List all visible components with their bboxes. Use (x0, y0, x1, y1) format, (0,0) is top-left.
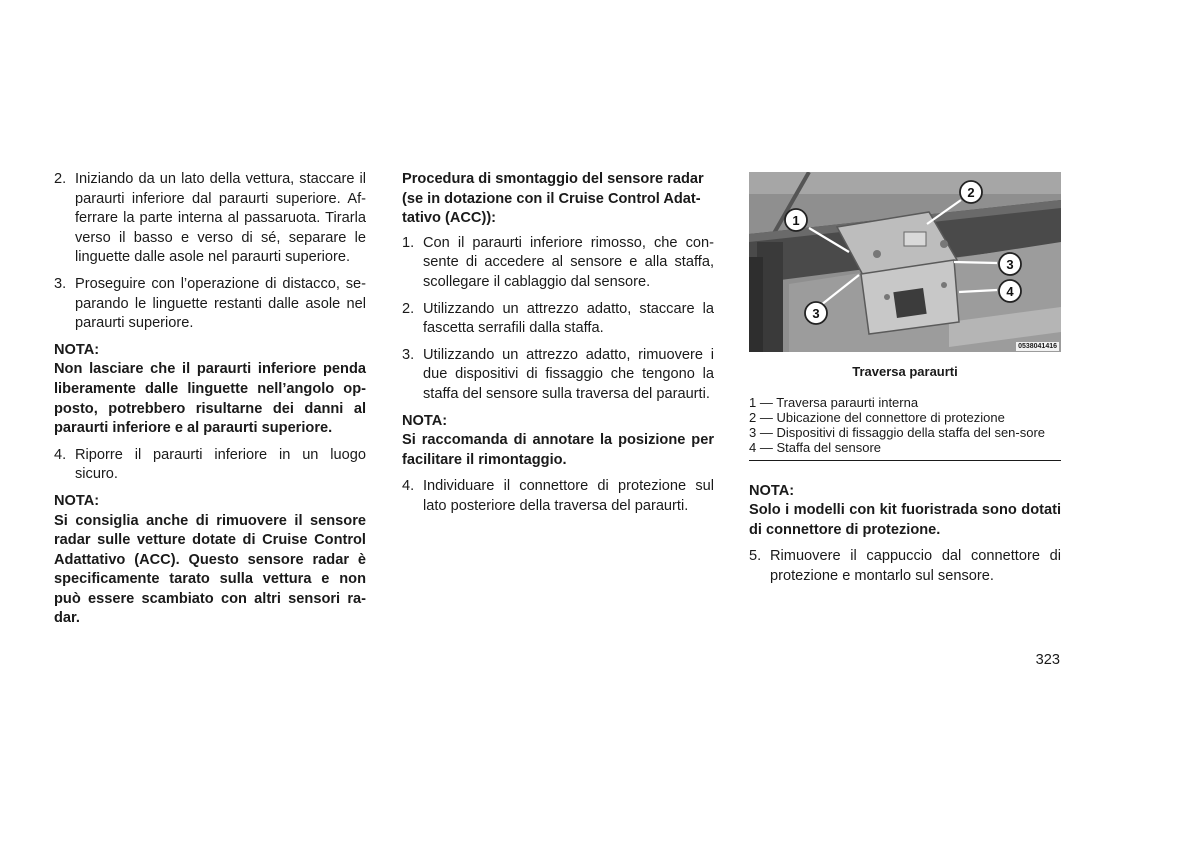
list-item (402, 346, 714, 405)
list-item (402, 477, 714, 516)
callout-3-right (999, 253, 1021, 275)
item-number: 1. (402, 234, 415, 251)
callout-3-left-label: 3 (812, 306, 820, 321)
note-text: Si raccomanda di annotare la posizione per facilitare il rimontaggio. (402, 432, 714, 468)
legend-item: 3 — Dispositivi di fissaggio della staffa del sen-sore (749, 424, 1046, 440)
figure-legend (749, 395, 1061, 461)
item-text: Proseguire con l’operazione di distacco, se-parando le linguette restanti dalle asole nel paraurti superiore. (75, 275, 366, 332)
note-text: Solo i modelli con kit fuoristrada sono dotati di connettore di protezione. (749, 502, 1061, 538)
bumper-crossbar-illustration (749, 172, 1061, 352)
item-text: Con il paraurti inferiore rimosso, che con-sente di accedere al sensore e alla staffa, scollegare il cablaggio dal sensore. (423, 234, 714, 290)
item-number: 4. (402, 478, 415, 495)
item-number: 2. (54, 171, 67, 187)
callout-3-right-label: 3 (1006, 257, 1014, 272)
bumper-crossbar-figure (749, 172, 1061, 352)
note-text: Non lasciare che il paraurti inferiore penda liberamente dalle linguette nell’angolo op-posto, potrebbero risultarne dei danni al paraurti inferiore e al paraurti superiore. (54, 361, 366, 437)
item-text: Rimuovere il cappuccio dal connettore di protezione e montarlo sul sensore. (770, 548, 1061, 584)
column-left (54, 170, 366, 636)
callout-3-left (805, 302, 827, 324)
list-item (402, 234, 714, 293)
page-number: 323 (1035, 652, 1060, 668)
callout-1-label: 1 (792, 213, 800, 228)
section-heading: Procedura di smontaggio del sensore radar (se in dotazione con il Cruise Control Adat-tativo (ACC)): (402, 171, 704, 227)
list-item (749, 547, 1061, 586)
item-text: Utilizzando un attrezzo adatto, rimuovere i due dispositivi di fissaggio che tengono la staffa del sensore sulla traversa del paraurti. (423, 346, 714, 402)
list-item (402, 300, 714, 339)
list-item (54, 446, 366, 485)
list-item (54, 275, 366, 334)
callout-2 (960, 181, 982, 203)
item-text: Utilizzando un attrezzo adatto, staccare la fascetta serrafili dalla staffa. (423, 300, 714, 337)
legend-item: 4 — Staffa del sensore (749, 439, 882, 455)
item-number: 4. (54, 446, 67, 463)
note-label: NOTA: (402, 412, 448, 429)
legend-item: 1 — Traversa paraurti interna (749, 394, 919, 410)
figure-caption: Traversa paraurti (852, 364, 958, 379)
item-number: 2. (402, 300, 415, 317)
note-label: NOTA: (749, 482, 795, 499)
item-text: Individuare il connettore di protezione sul lato posteriore della traversa del paraurti. (423, 478, 714, 514)
list-item (54, 170, 366, 268)
callout-2-label: 2 (967, 185, 975, 200)
figure-code: 0538041416 (1018, 343, 1057, 350)
callout-4-label: 4 (1006, 284, 1014, 299)
note-text: Si consiglia anche di rimuovere il sensore radar sulle vetture dotate di Cruise Control Adattativo (ACC). Questo sensore radar è specificamente tarato sulla vettura e non può essere scambiato con altri sensori ra-dar. (54, 512, 366, 627)
column-middle (402, 170, 714, 524)
note-label: NOTA: (54, 492, 100, 509)
callout-4 (999, 280, 1021, 302)
item-text: Riporre il paraurti inferiore in un luogo sicuro. (75, 446, 366, 483)
item-number: 5. (749, 548, 762, 565)
column-right (749, 172, 1061, 594)
item-number: 3. (402, 346, 415, 363)
note-label: NOTA: (54, 341, 100, 358)
callout-1 (785, 209, 807, 231)
item-text: Iniziando da un lato della vettura, staccare il paraurti inferiore dal paraurti superiore. Af-ferrare la parte interna al passaruota. Tirarla verso il basso e verso di sé, separare le linguette dalle asole nel paraurti superiore. (75, 171, 366, 266)
item-number: 3. (54, 275, 67, 292)
legend-item: 2 — Ubicazione del connettore di protezione (749, 409, 1005, 425)
